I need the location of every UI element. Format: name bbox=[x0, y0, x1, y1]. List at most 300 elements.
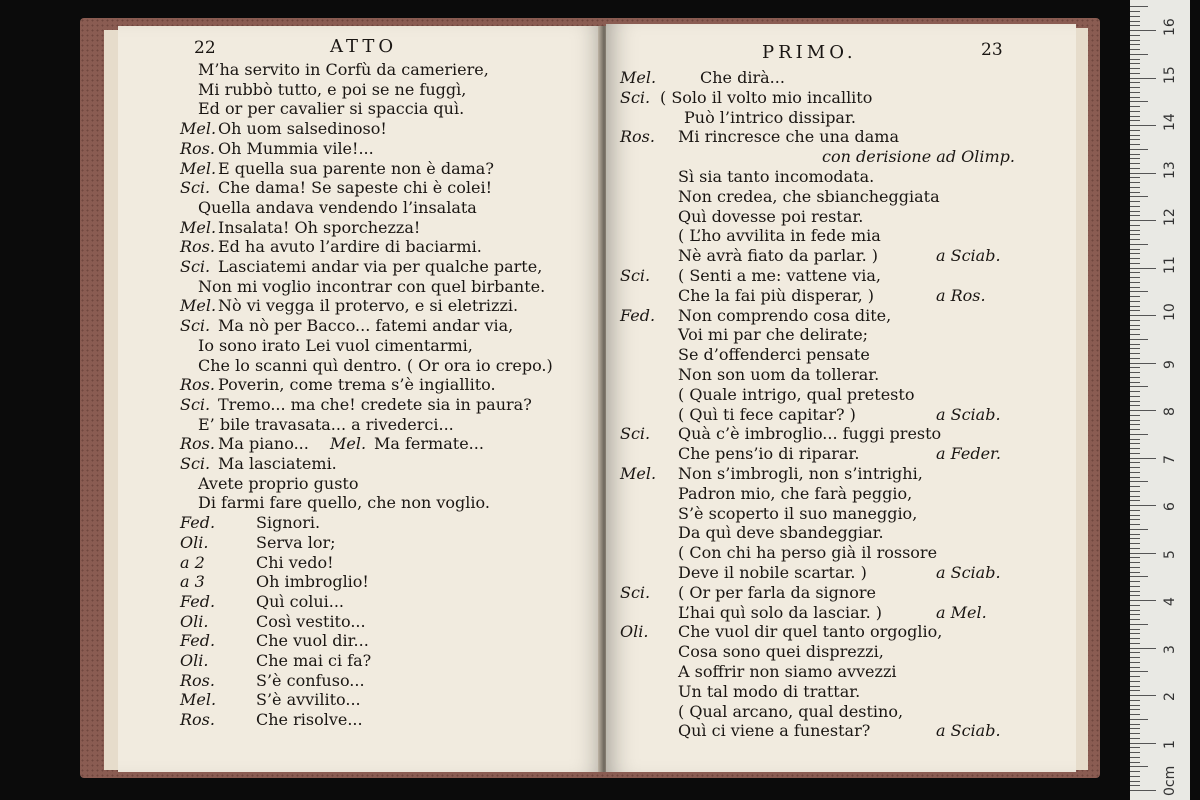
speaker-label: Mel. bbox=[180, 296, 217, 316]
ruler-tick bbox=[1130, 154, 1140, 155]
ruler-tick bbox=[1130, 291, 1148, 292]
ruler-tick bbox=[1130, 187, 1140, 188]
ruler-label: 13 bbox=[1162, 160, 1178, 179]
ruler-tick bbox=[1130, 781, 1140, 782]
stage-direction: a Sciab. bbox=[936, 246, 1001, 266]
ruler-tick bbox=[1130, 462, 1140, 463]
verse-line: Da quì deve sbandeggiar. bbox=[678, 523, 884, 543]
speaker-label: a 3 bbox=[180, 572, 205, 592]
ruler-tick bbox=[1130, 743, 1156, 744]
ruler-label: 5 bbox=[1162, 549, 1178, 559]
speaker-label: Sci. bbox=[180, 257, 211, 276]
ruler-label: 1 bbox=[1162, 739, 1178, 749]
verse-line: Deve il nobile scartar. ) bbox=[678, 563, 867, 582]
speaker-label: Oli. bbox=[180, 651, 209, 670]
ruler-tick bbox=[1130, 562, 1140, 563]
verse-line: Ma nò per Bacco... fatemi andar via, bbox=[218, 316, 514, 336]
ruler-tick bbox=[1130, 629, 1140, 630]
ruler-tick bbox=[1130, 306, 1140, 307]
ruler-tick bbox=[1130, 120, 1140, 121]
speaker-label: Sci. bbox=[620, 87, 651, 107]
verse-line: Oh imbroglio! bbox=[256, 572, 369, 592]
ruler-label: 12 bbox=[1162, 208, 1178, 226]
ruler-label: 7 bbox=[1162, 454, 1178, 464]
verse-line: Serva lor; bbox=[256, 532, 336, 552]
left-page-number: 22 bbox=[194, 38, 216, 58]
ruler-tick bbox=[1130, 339, 1148, 340]
ruler-label: 11 bbox=[1162, 255, 1178, 274]
verse-line: Io sono irato Lei vuol cimentarmi, bbox=[198, 335, 473, 355]
ruler-tick bbox=[1130, 515, 1140, 516]
ruler-tick bbox=[1130, 97, 1140, 98]
ruler-tick bbox=[1130, 600, 1156, 601]
ruler-tick bbox=[1130, 6, 1148, 7]
ruler-tick bbox=[1130, 230, 1140, 231]
ruler-tick bbox=[1130, 581, 1140, 582]
stage-direction: a Sciab. bbox=[936, 721, 1001, 741]
verse-line: Oh Mummia vile!... bbox=[218, 138, 374, 158]
ruler-tick bbox=[1130, 757, 1140, 758]
measurement-ruler bbox=[1130, 0, 1190, 800]
ruler-tick bbox=[1130, 709, 1140, 710]
verse-line: Avete proprio gusto bbox=[198, 473, 359, 493]
ruler-tick bbox=[1130, 391, 1140, 392]
ruler-tick bbox=[1130, 686, 1140, 687]
ruler-tick bbox=[1130, 667, 1140, 668]
verse-line: Lasciatemi andar via per qualche parte, bbox=[218, 257, 543, 276]
verse-line: Signori. bbox=[256, 513, 321, 533]
speaker-label: Sci. bbox=[620, 582, 651, 602]
verse-line: ( L’ho avvilita in fede mia bbox=[678, 226, 881, 246]
ruler-tick bbox=[1130, 220, 1156, 221]
ruler-tick bbox=[1130, 125, 1156, 126]
ruler-tick bbox=[1130, 496, 1140, 497]
verse-line: A soffrir non siamo avvezzi bbox=[678, 662, 897, 681]
ruler-tick bbox=[1130, 116, 1140, 117]
ruler-tick bbox=[1130, 268, 1156, 269]
verse-line: Nò vi vegga il protervo, e si eletrizzi. bbox=[218, 296, 519, 316]
ruler-tick bbox=[1130, 605, 1140, 606]
verse-line: Sì sia tanto incomodata. bbox=[678, 167, 875, 186]
ruler-tick bbox=[1130, 486, 1140, 487]
ruler-tick bbox=[1130, 538, 1140, 539]
ruler-tick bbox=[1130, 92, 1140, 93]
ruler-tick bbox=[1130, 386, 1148, 387]
ruler-tick bbox=[1130, 738, 1140, 739]
verse-line: Ed ha avuto l’ardire di baciarmi. bbox=[218, 237, 482, 257]
ruler-tick bbox=[1130, 168, 1140, 169]
stage-direction: a Mel. bbox=[936, 602, 987, 622]
ruler-tick bbox=[1130, 35, 1140, 36]
ruler-tick bbox=[1130, 424, 1140, 425]
verse-line: Quà c’è imbroglio... fuggi presto bbox=[678, 424, 942, 444]
ruler-tick bbox=[1130, 225, 1140, 226]
speaker-label: Mel. bbox=[180, 119, 217, 139]
verse-line: S’è scoperto il suo maneggio, bbox=[678, 503, 918, 523]
ruler-tick bbox=[1130, 106, 1140, 107]
verse-line: ( Quale intrigo, qual pretesto bbox=[678, 384, 915, 404]
ruler-tick bbox=[1130, 177, 1140, 178]
verse-line: Chi vedo! bbox=[256, 552, 334, 572]
ruler-tick bbox=[1130, 244, 1148, 245]
ruler-tick bbox=[1130, 752, 1140, 753]
ruler-tick bbox=[1130, 481, 1148, 482]
verse-line: Di farmi fare quello, che non voglio. bbox=[198, 493, 490, 513]
ruler-tick bbox=[1130, 633, 1140, 634]
ruler-tick bbox=[1130, 334, 1140, 335]
speaker-label: Sci. bbox=[180, 394, 211, 414]
ruler-tick bbox=[1130, 158, 1140, 159]
ruler-tick bbox=[1130, 16, 1140, 17]
right-running-head: PRIMO. bbox=[762, 42, 857, 63]
ruler-tick bbox=[1130, 766, 1148, 767]
verse-line: Quì dovesse poi restar. bbox=[678, 206, 864, 226]
verse-line: Voi mi par che delirate; bbox=[678, 325, 869, 345]
ruler-tick bbox=[1130, 429, 1140, 430]
ruler-tick bbox=[1130, 643, 1140, 644]
speaker-label: Oli. bbox=[180, 532, 209, 552]
verse-line: ( Quì ti fece capitar? ) bbox=[678, 404, 856, 424]
ruler-tick bbox=[1130, 519, 1140, 520]
speaker-label: Ros. bbox=[180, 710, 215, 730]
ruler-tick bbox=[1130, 130, 1140, 131]
ruler-label: 14 bbox=[1162, 113, 1178, 131]
ruler-tick bbox=[1130, 315, 1156, 316]
ruler-tick bbox=[1130, 163, 1140, 164]
verse-line: M’ha servito in Corfù da cameriere, bbox=[198, 60, 489, 79]
verse-line: Nè avrà fiato da parlar. ) bbox=[678, 246, 879, 266]
ruler-tick bbox=[1130, 595, 1140, 596]
verse-line: Se d’offenderci pensate bbox=[678, 345, 870, 365]
ruler-tick bbox=[1130, 728, 1140, 729]
ruler-tick bbox=[1130, 21, 1140, 22]
ruler-tick bbox=[1130, 101, 1148, 102]
verse-line: Non s’imbrogli, non s’intrighi, bbox=[678, 464, 923, 483]
speaker-label: Mel. bbox=[180, 217, 217, 237]
left-running-head: ATTO bbox=[330, 36, 398, 57]
verse-line: Che pens’io di riparar. bbox=[678, 444, 860, 464]
ruler-tick bbox=[1130, 681, 1140, 682]
speaker-label: Fed. bbox=[620, 305, 656, 325]
ruler-tick bbox=[1130, 586, 1140, 587]
ruler-tick bbox=[1130, 557, 1140, 558]
verse-line: Ma fermate... bbox=[374, 434, 484, 454]
speaker-label: Sci. bbox=[620, 424, 651, 444]
ruler-tick bbox=[1130, 87, 1140, 88]
ruler-tick bbox=[1130, 491, 1140, 492]
ruler-tick bbox=[1130, 192, 1140, 193]
ruler-tick bbox=[1130, 372, 1140, 373]
speaker-label: Sci. bbox=[180, 178, 211, 198]
verse-line: Un tal modo di trattar. bbox=[678, 681, 861, 701]
ruler-tick bbox=[1130, 576, 1148, 577]
ruler-tick bbox=[1130, 524, 1140, 525]
ruler-tick bbox=[1130, 572, 1140, 573]
ruler-label: 16 bbox=[1162, 18, 1178, 36]
verse-line: ( Senti a me: vattene via, bbox=[678, 266, 881, 285]
ruler-tick bbox=[1130, 249, 1140, 250]
ruler-tick bbox=[1130, 610, 1140, 611]
speaker-label: Ros. bbox=[180, 237, 215, 257]
stage-direction: con derisione ad Olimp. bbox=[822, 147, 1015, 167]
ruler-tick bbox=[1130, 201, 1140, 202]
ruler-tick bbox=[1130, 510, 1140, 511]
ruler-tick bbox=[1130, 652, 1140, 653]
stage-direction: a Ros. bbox=[936, 285, 986, 305]
speaker-label: Sci. bbox=[180, 316, 211, 336]
ruler-tick bbox=[1130, 690, 1140, 691]
verse-line: ( Con chi ha perso già il rossore bbox=[678, 543, 938, 563]
right-page bbox=[606, 24, 1076, 772]
ruler-tick bbox=[1130, 277, 1140, 278]
verse-line: Ma piano... bbox=[218, 434, 309, 454]
speaker-label: Mel. bbox=[180, 690, 217, 710]
ruler-tick bbox=[1130, 624, 1148, 625]
verse-line: Poverin, come trema s’è ingiallito. bbox=[218, 375, 496, 395]
speaker-label: Fed. bbox=[180, 513, 216, 533]
verse-line: Quì ci viene a funestar? bbox=[678, 721, 871, 741]
verse-line: Tremo... ma che! credete sia in paura? bbox=[218, 394, 532, 414]
ruler-tick bbox=[1130, 543, 1140, 544]
speaker-label: Fed. bbox=[180, 631, 216, 651]
ruler-tick bbox=[1130, 700, 1140, 701]
ruler-tick bbox=[1130, 111, 1140, 112]
ruler-tick bbox=[1130, 139, 1140, 140]
ruler-label: 4 bbox=[1162, 597, 1178, 606]
ruler-tick bbox=[1130, 272, 1140, 273]
verse-line: Oh uom salsedinoso! bbox=[218, 119, 387, 139]
ruler-tick bbox=[1130, 439, 1140, 440]
ruler-tick bbox=[1130, 676, 1140, 677]
ruler-label: 2 bbox=[1162, 692, 1178, 701]
ruler-tick bbox=[1130, 719, 1148, 720]
ruler-tick bbox=[1130, 182, 1140, 183]
ruler-tick bbox=[1130, 553, 1156, 554]
ruler-tick bbox=[1130, 714, 1140, 715]
speaker-label: Mel. bbox=[620, 68, 657, 87]
verse-line: ( Or per farla da signore bbox=[678, 582, 876, 602]
ruler-label: 10 bbox=[1162, 303, 1178, 321]
ruler-tick bbox=[1130, 548, 1140, 549]
ruler-tick bbox=[1130, 44, 1140, 45]
ruler-tick bbox=[1130, 239, 1140, 240]
ruler-tick bbox=[1130, 638, 1140, 639]
verse-line: Mi rincresce che una dama bbox=[678, 127, 900, 147]
ruler-tick bbox=[1130, 11, 1140, 12]
ruler-tick bbox=[1130, 762, 1140, 763]
verse-line: Non comprendo cosa dite, bbox=[678, 305, 892, 325]
verse-line: Non son uom da tollerar. bbox=[678, 365, 880, 384]
ruler-tick bbox=[1130, 301, 1140, 302]
ruler-tick bbox=[1130, 747, 1140, 748]
ruler-tick bbox=[1130, 382, 1140, 383]
ruler-tick bbox=[1130, 263, 1140, 264]
ruler-tick bbox=[1130, 78, 1156, 79]
ruler-tick bbox=[1130, 657, 1140, 658]
speaker-label: Ros. bbox=[620, 127, 655, 147]
ruler-label: 3 bbox=[1162, 644, 1178, 654]
speaker-label: Mel. bbox=[330, 434, 367, 454]
speaker-label: Ros. bbox=[180, 375, 215, 395]
ruler-tick bbox=[1130, 296, 1140, 297]
ruler-tick bbox=[1130, 258, 1140, 259]
verse-line: Che dama! Se sapeste chi è colei! bbox=[218, 178, 493, 198]
ruler-tick bbox=[1130, 54, 1148, 55]
ruler-label: 15 bbox=[1162, 65, 1178, 84]
ruler-tick bbox=[1130, 477, 1140, 478]
speaker-label: a 2 bbox=[180, 552, 205, 572]
ruler-tick bbox=[1130, 144, 1140, 145]
ruler-tick bbox=[1130, 705, 1140, 706]
ruler-tick bbox=[1130, 662, 1140, 663]
speaker-label: Fed. bbox=[180, 591, 216, 611]
verse-line: ( Solo il volto mio incallito bbox=[660, 87, 873, 107]
ruler-tick bbox=[1130, 591, 1140, 592]
ruler-tick bbox=[1130, 458, 1156, 459]
ruler-tick bbox=[1130, 344, 1140, 345]
verse-line: Che risolve... bbox=[256, 710, 363, 730]
ruler-tick bbox=[1130, 420, 1140, 421]
ruler-tick bbox=[1130, 567, 1140, 568]
right-page-edges bbox=[1074, 28, 1088, 770]
ruler-tick bbox=[1130, 415, 1140, 416]
verse-line: Mi rubbò tutto, e poi se ne fuggì, bbox=[198, 79, 467, 99]
verse-line: S’è confuso... bbox=[256, 670, 365, 690]
verse-line: Non mi voglio incontrar con quel birbante. bbox=[198, 276, 546, 296]
verse-line: S’è avvilito... bbox=[256, 690, 361, 710]
ruler-tick bbox=[1130, 405, 1140, 406]
ruler-tick bbox=[1130, 329, 1140, 330]
ruler-tick bbox=[1130, 68, 1140, 69]
stage-direction: a Feder. bbox=[936, 444, 1002, 464]
speaker-label: Oli. bbox=[180, 611, 209, 631]
ruler-tick bbox=[1130, 253, 1140, 254]
verse-line: E’ bile travasata... a rivederci... bbox=[198, 414, 454, 434]
speaker-label: Sci. bbox=[180, 454, 211, 473]
ruler-tick bbox=[1130, 282, 1140, 283]
ruler-tick bbox=[1130, 325, 1140, 326]
right-page-number: 23 bbox=[981, 40, 1003, 60]
ruler-tick bbox=[1130, 353, 1140, 354]
ruler-tick bbox=[1130, 724, 1140, 725]
ruler-tick bbox=[1130, 500, 1140, 501]
ruler-tick bbox=[1130, 234, 1140, 235]
stage-direction: a Sciab. bbox=[936, 563, 1001, 582]
speaker-label: Mel. bbox=[620, 464, 657, 483]
ruler-tick bbox=[1130, 320, 1140, 321]
ruler-tick bbox=[1130, 363, 1156, 364]
ruler-tick bbox=[1130, 472, 1140, 473]
verse-line: Quella andava vendendo l’insalata bbox=[198, 197, 477, 217]
verse-line: Che dirà... bbox=[700, 68, 785, 87]
ruler-tick bbox=[1130, 529, 1148, 530]
ruler-tick bbox=[1130, 377, 1140, 378]
left-page bbox=[118, 26, 604, 772]
ruler-label: 6 bbox=[1162, 502, 1178, 511]
ruler-tick bbox=[1130, 211, 1140, 212]
ruler-tick bbox=[1130, 771, 1140, 772]
verse-line: Può l’intrico dissipar. bbox=[684, 107, 856, 127]
verse-line: Che la fai più disperar, ) bbox=[678, 285, 875, 305]
ruler-tick bbox=[1130, 785, 1140, 786]
speaker-label: Ros. bbox=[180, 434, 215, 454]
ruler-tick bbox=[1130, 671, 1148, 672]
ruler-tick bbox=[1130, 287, 1140, 288]
verse-line: Ed or per cavalier si spaccia quì. bbox=[198, 99, 465, 119]
ruler-tick bbox=[1130, 30, 1156, 31]
ruler-tick bbox=[1130, 534, 1140, 535]
ruler-tick bbox=[1130, 614, 1140, 615]
ruler-tick bbox=[1130, 25, 1140, 26]
ruler-tick bbox=[1130, 790, 1156, 791]
verse-line: Ma lasciatemi. bbox=[218, 454, 337, 473]
verse-line: E quella sua parente non è dama? bbox=[218, 158, 494, 178]
ruler-tick bbox=[1130, 215, 1140, 216]
ruler-tick bbox=[1130, 173, 1156, 174]
ruler-tick bbox=[1130, 40, 1140, 41]
verse-line: Che vuol dir quel tanto orgoglio, bbox=[678, 622, 943, 642]
verse-line: Che lo scanni quì dentro. ( Or ora io crepo.) bbox=[198, 355, 553, 375]
ruler-tick bbox=[1130, 49, 1140, 50]
ruler-tick bbox=[1130, 434, 1148, 435]
verse-line: Insalata! Oh sporchezza! bbox=[218, 217, 421, 237]
ruler-tick bbox=[1130, 348, 1140, 349]
speaker-label: Sci. bbox=[620, 266, 651, 285]
ruler-tick bbox=[1130, 367, 1140, 368]
ruler-tick bbox=[1130, 63, 1140, 64]
ruler-tick bbox=[1130, 467, 1140, 468]
stage-direction: a Sciab. bbox=[936, 404, 1001, 424]
verse-line: Padron mio, che farà peggio, bbox=[678, 483, 913, 503]
ruler-tick bbox=[1130, 648, 1156, 649]
ruler-tick bbox=[1130, 82, 1140, 83]
ruler-tick bbox=[1130, 206, 1140, 207]
ruler-tick bbox=[1130, 505, 1156, 506]
ruler-label: 9 bbox=[1162, 359, 1178, 369]
verse-line: Non credea, che sbiancheggiata bbox=[678, 186, 940, 206]
ruler-tick bbox=[1130, 443, 1140, 444]
ruler-tick bbox=[1130, 453, 1140, 454]
ruler-tick bbox=[1130, 410, 1156, 411]
ruler-tick bbox=[1130, 59, 1140, 60]
ruler-tick bbox=[1130, 695, 1156, 696]
verse-line: Che vuol dir... bbox=[256, 631, 369, 651]
ruler-tick bbox=[1130, 135, 1140, 136]
verse-line: L’hai quì solo da lasciar. ) bbox=[678, 602, 883, 622]
ruler-label: 8 bbox=[1162, 407, 1178, 416]
ruler-label: 0cm bbox=[1162, 765, 1178, 796]
ruler-tick bbox=[1130, 776, 1140, 777]
ruler-tick bbox=[1130, 733, 1140, 734]
speaker-label: Ros. bbox=[180, 138, 215, 158]
ruler-tick bbox=[1130, 149, 1148, 150]
ruler-tick bbox=[1130, 448, 1140, 449]
verse-line: Che mai ci fa? bbox=[256, 651, 372, 670]
speaker-label: Mel. bbox=[180, 158, 217, 178]
ruler-tick bbox=[1130, 310, 1140, 311]
verse-line: ( Qual arcano, qual destino, bbox=[678, 701, 904, 721]
verse-line: Quì colui... bbox=[256, 591, 345, 611]
ruler-tick bbox=[1130, 73, 1140, 74]
ruler-tick bbox=[1130, 401, 1140, 402]
ruler-tick bbox=[1130, 619, 1140, 620]
ruler-tick bbox=[1130, 396, 1140, 397]
verse-line: Cosa sono quei disprezzi, bbox=[678, 642, 884, 662]
speaker-label: Ros. bbox=[180, 670, 215, 690]
ruler-tick bbox=[1130, 358, 1140, 359]
speaker-label: Oli. bbox=[620, 622, 649, 642]
verse-line: Così vestito... bbox=[256, 611, 366, 631]
